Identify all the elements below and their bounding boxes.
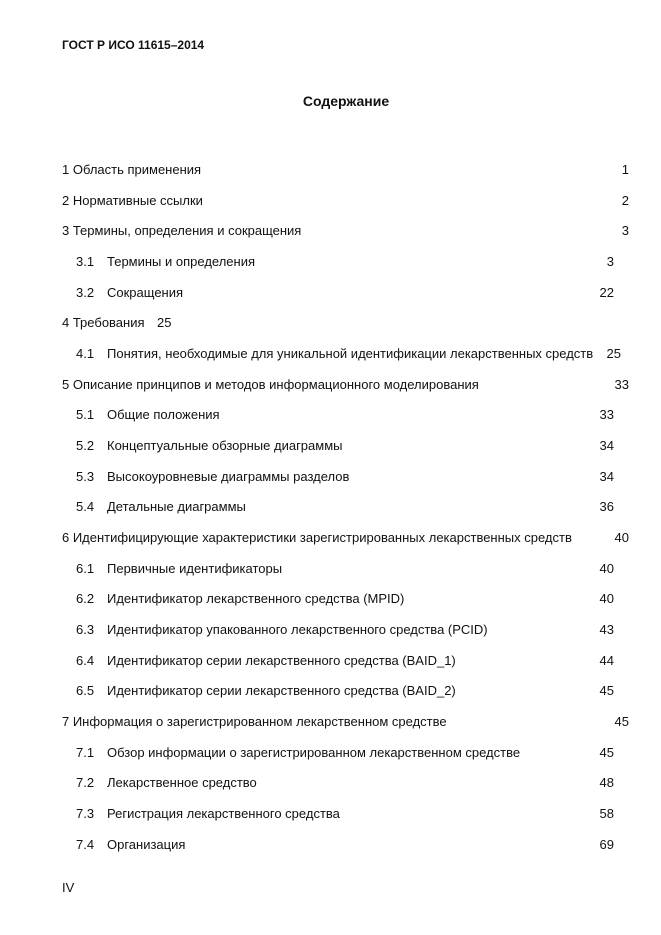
- toc-entry-page: 45: [599, 683, 614, 698]
- toc-entry: [0, 499, 661, 515]
- toc-entry-number: 7.3: [76, 806, 95, 821]
- toc-entry-text: Высокоуровневые диаграммы разделов: [107, 469, 350, 484]
- toc-entry-page: 22: [599, 285, 614, 300]
- toc-entry-text: 1 Область применения: [62, 162, 202, 177]
- toc-entry: [0, 806, 661, 822]
- toc-entry-page: 58: [599, 806, 614, 821]
- toc-entry-text: Общие положения: [107, 407, 220, 422]
- toc-entry: [0, 837, 661, 853]
- toc-entry-page: 25: [157, 315, 172, 330]
- toc-entry-page: 40: [599, 561, 614, 576]
- toc-entry-text: Идентификатор серии лекарственного средства (BAID_1): [107, 653, 456, 668]
- toc-entry-text: 5 Описание принципов и методов информационного моделирования: [62, 377, 479, 392]
- toc-entry: [0, 285, 661, 301]
- toc-entry-page: 48: [599, 775, 614, 790]
- toc-entry-text: Концептуальные обзорные диаграммы: [107, 438, 343, 453]
- toc-entry-page: 45: [614, 714, 629, 729]
- toc-entry-text: Термины и определения: [107, 254, 256, 269]
- toc-entry-text: Обзор информации о зарегистрированном лекарственном средстве: [107, 745, 521, 760]
- toc-entry: [0, 223, 661, 239]
- toc-entry-text: Лекарственное средство: [107, 775, 257, 790]
- toc-entry-text: Детальные диаграммы: [107, 499, 246, 514]
- toc-entry: [0, 254, 661, 270]
- toc-entry-number: 6.4: [76, 653, 95, 668]
- toc-entry: [0, 561, 661, 577]
- toc-entry-page: 1: [621, 162, 629, 177]
- toc-entry-text: Сокращения: [107, 285, 184, 300]
- toc-entry-text: Организация: [107, 837, 186, 852]
- toc-entry-text: 3 Термины, определения и сокращения: [62, 223, 302, 238]
- toc-entry: [0, 315, 661, 331]
- toc-entry: [0, 683, 661, 699]
- toc-entry-page: 34: [599, 469, 614, 484]
- toc-entry-number: 5.2: [76, 438, 95, 453]
- toc-entry-number: 6.5: [76, 683, 95, 698]
- toc-entry: [0, 193, 661, 209]
- toc-entry: [0, 469, 661, 485]
- toc-entry: [0, 530, 661, 546]
- page-number: IV: [62, 880, 75, 895]
- toc-entry-text: 6 Идентифицирующие характеристики зарегистрированных лекарственных средств: [62, 530, 572, 545]
- toc-entry-text: Понятия, необходимые для уникальной идентификации лекарственных средств: [107, 346, 594, 361]
- toc-entry-number: 5.1: [76, 407, 95, 422]
- toc-entry: [0, 745, 661, 761]
- toc-entry: [0, 714, 661, 730]
- toc-entry: [0, 622, 661, 638]
- toc-entry: [0, 591, 661, 607]
- toc-entry: [0, 346, 661, 362]
- toc-entry-page: 40: [614, 530, 629, 545]
- toc-entry-number: 7.2: [76, 775, 95, 790]
- toc-entry-text: Первичные идентификаторы: [107, 561, 283, 576]
- toc-entry-number: 7.4: [76, 837, 95, 852]
- toc-entry-page: 36: [599, 499, 614, 514]
- toc-entry-page: 25: [606, 346, 621, 361]
- toc-entry: [0, 775, 661, 791]
- toc-entry-number: 4.1: [76, 346, 95, 361]
- document-header: ГОСТ Р ИСО 11615–2014: [62, 38, 205, 52]
- toc-entry-number: 5.3: [76, 469, 95, 484]
- toc-entry-text: 7 Информация о зарегистрированном лекарственном средстве: [62, 714, 447, 729]
- toc-entry-number: 3.2: [76, 285, 95, 300]
- toc-entry-text: Идентификатор серии лекарственного средства (BAID_2): [107, 683, 456, 698]
- toc-entry-page: 69: [599, 837, 614, 852]
- toc-entry: [0, 377, 661, 393]
- toc-entry-page: 2: [621, 193, 629, 208]
- toc-entry-number: 6.2: [76, 591, 95, 606]
- toc-entry-number: 6.1: [76, 561, 95, 576]
- toc-entry-page: 33: [614, 377, 629, 392]
- toc-entry-text: 4 Требования: [62, 315, 145, 330]
- toc-entry-number: 5.4: [76, 499, 95, 514]
- toc-entry: [0, 438, 661, 454]
- toc-entry-page: 44: [599, 653, 614, 668]
- toc-entry-number: 3.1: [76, 254, 95, 269]
- toc-entry-text: 2 Нормативные ссылки: [62, 193, 203, 208]
- toc-entry-page: 3: [606, 254, 614, 269]
- toc-entry: [0, 653, 661, 669]
- page-title: Содержание: [302, 93, 390, 109]
- toc-entry-page: 43: [599, 622, 614, 637]
- toc-entry-text: Регистрация лекарственного средства: [107, 806, 340, 821]
- toc-entry: [0, 162, 661, 178]
- toc-entry-number: 7.1: [76, 745, 95, 760]
- toc-entry-text: Идентификатор лекарственного средства (MPID): [107, 591, 405, 606]
- toc-entry-page: 45: [599, 745, 614, 760]
- toc-entry-number: 6.3: [76, 622, 95, 637]
- toc-entry-page: 33: [599, 407, 614, 422]
- toc-entry-page: 40: [599, 591, 614, 606]
- toc-entry-text: Идентификатор упакованного лекарственного средства (PCID): [107, 622, 488, 637]
- toc-entry-page: 3: [621, 223, 629, 238]
- toc-entry-page: 34: [599, 438, 614, 453]
- toc-entry: [0, 407, 661, 423]
